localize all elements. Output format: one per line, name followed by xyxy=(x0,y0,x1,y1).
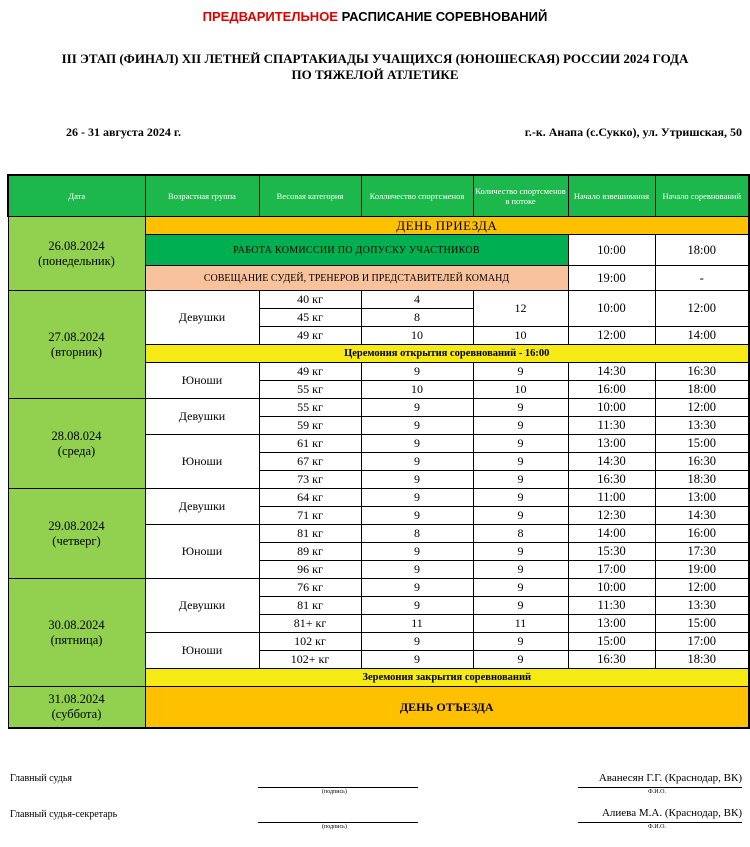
weight-cell: 55 кг xyxy=(259,381,361,399)
stream-cell: 9 xyxy=(473,579,568,597)
event-place: г.-к. Анапа (с.Сукко), ул. Утришская, 50 xyxy=(524,125,742,139)
weight-cell: 102 кг xyxy=(259,633,361,651)
weight-cell: 71 кг xyxy=(259,507,361,525)
count-cell: 9 xyxy=(361,417,473,435)
weigh-in-time: 10:00 xyxy=(568,291,655,327)
stream-cell: 10 xyxy=(473,381,568,399)
competition-time: 12:00 xyxy=(655,579,749,597)
commission-banner: РАБОТА КОМИССИИ ПО ДОПУСКУ УЧАСТНИКОВ xyxy=(145,235,568,266)
stream-cell: 9 xyxy=(473,363,568,381)
weigh-in-time: 11:30 xyxy=(568,417,655,435)
title-rest: РАСПИСАНИЕ СОРЕВНОВАНИЙ xyxy=(337,9,548,24)
age-group-cell: Юноши xyxy=(145,435,259,489)
day-date: 31.08.2024 xyxy=(48,692,105,706)
stream-cell: 9 xyxy=(473,633,568,651)
competition-time: 18:00 xyxy=(655,235,749,266)
title-preliminary: ПРЕДВАРИТЕЛЬНОЕ xyxy=(202,9,338,24)
chief-judge-name: Аванесян Г.Г. (Краснодар, ВК) xyxy=(598,772,742,784)
age-group-cell: Юноши xyxy=(145,363,259,399)
weight-cell: 81 кг xyxy=(259,525,361,543)
weigh-in-time: 10:00 xyxy=(568,399,655,417)
count-cell: 9 xyxy=(361,633,473,651)
day-date: 26.08.2024 xyxy=(48,238,105,253)
weight-cell: 76 кг xyxy=(259,579,361,597)
weigh-in-time: 13:00 xyxy=(568,615,655,633)
age-group-cell: Девушки xyxy=(145,489,259,525)
stream-cell: 9 xyxy=(473,417,568,435)
event-subtitle xyxy=(0,51,750,83)
age-group-cell: Девушки xyxy=(145,291,259,345)
count-cell: 9 xyxy=(361,651,473,669)
weigh-in-time: 10:00 xyxy=(568,579,655,597)
day-weekday: (суббота) xyxy=(51,707,102,721)
stream-cell: 9 xyxy=(473,453,568,471)
weigh-in-time: 13:00 xyxy=(568,435,655,453)
weight-cell: 64 кг xyxy=(259,489,361,507)
opening-ceremony-banner: Церемония открытия соревнований - 16:00 xyxy=(145,345,749,363)
weigh-in-time: 12:00 xyxy=(568,327,655,345)
count-cell: 9 xyxy=(361,453,473,471)
weight-cell: 81+ кг xyxy=(259,615,361,633)
day-date: 27.08.2024 xyxy=(48,329,105,344)
age-group-cell: Юноши xyxy=(145,633,259,669)
competition-time: 13:00 xyxy=(655,489,749,507)
chief-secretary-signature-line xyxy=(258,822,418,823)
stream-cell: 9 xyxy=(473,399,568,417)
weight-cell: 89 кг xyxy=(259,543,361,561)
page-title xyxy=(0,9,750,24)
count-cell: 9 xyxy=(361,471,473,489)
age-group-cell: Юноши xyxy=(145,525,259,579)
table-row xyxy=(8,217,749,235)
day-weekday: (вторник) xyxy=(50,344,103,359)
competition-time: 18:30 xyxy=(655,471,749,489)
day-weekday: (среда) xyxy=(57,443,96,458)
competition-time: 19:00 xyxy=(655,561,749,579)
weight-cell: 45 кг xyxy=(259,309,361,327)
subtitle-line-1: III ЭТАП (ФИНАЛ) XII ЛЕТНЕЙ СПАРТАКИАДЫ УЧАЩИХСЯ (ЮНОШЕСКАЯ) РОССИИ 2024 ГОДА xyxy=(61,51,689,66)
header-stream: Количество спортсменов в потоке xyxy=(473,175,568,217)
count-cell: 9 xyxy=(361,507,473,525)
count-cell: 11 xyxy=(361,615,473,633)
competition-time: - xyxy=(655,266,749,291)
day-weekday: (пятница) xyxy=(50,632,103,647)
header-weight: Весовая категория xyxy=(259,175,361,217)
header-age-group: Возрастная группа xyxy=(145,175,259,217)
day-cell xyxy=(8,291,145,399)
chief-secretary-label: Главный судья-секретарь xyxy=(10,809,118,820)
count-cell: 9 xyxy=(361,543,473,561)
event-dates: 26 - 31 августа 2024 г. xyxy=(66,125,182,139)
chief-judge-signature-line xyxy=(258,787,418,788)
weigh-in-time: 14:30 xyxy=(568,453,655,471)
weight-cell: 73 кг xyxy=(259,471,361,489)
stream-cell: 9 xyxy=(473,435,568,453)
chief-secretary-name: Алиева М.А. (Краснодар, ВК) xyxy=(601,807,742,819)
weight-cell: 49 кг xyxy=(259,363,361,381)
competition-time: 16:30 xyxy=(655,453,749,471)
weigh-in-time: 11:30 xyxy=(568,597,655,615)
weigh-in-time: 19:00 xyxy=(568,266,655,291)
count-cell: 9 xyxy=(361,435,473,453)
day-weekday: (понедельник) xyxy=(38,253,115,268)
signature-caption: (подпись) xyxy=(322,824,347,830)
count-cell: 8 xyxy=(361,525,473,543)
stream-cell: 9 xyxy=(473,507,568,525)
count-cell: 10 xyxy=(361,381,473,399)
count-cell: 9 xyxy=(361,489,473,507)
table-row xyxy=(8,399,749,417)
table-row xyxy=(8,291,749,309)
stream-cell: 9 xyxy=(473,489,568,507)
weight-cell: 55 кг xyxy=(259,399,361,417)
header-competition: Начало соревнований xyxy=(655,175,749,217)
table-row xyxy=(8,687,749,729)
table-header-row xyxy=(8,175,749,217)
weight-cell: 102+ кг xyxy=(259,651,361,669)
signature-caption: (подпись) xyxy=(322,789,347,795)
competition-time: 15:00 xyxy=(655,435,749,453)
competition-time: 12:00 xyxy=(655,399,749,417)
weigh-in-time: 16:30 xyxy=(568,471,655,489)
departure-banner: ДЕНЬ ОТЪЕЗДА xyxy=(145,687,749,729)
header-athletes: Колличество спортсменов xyxy=(361,175,473,217)
stream-cell: 9 xyxy=(473,471,568,489)
header-weigh-in: Начало взвешивания xyxy=(568,175,655,217)
arrival-banner: ДЕНЬ ПРИЕЗДА xyxy=(145,217,749,235)
competition-time: 15:00 xyxy=(655,615,749,633)
weigh-in-time: 16:00 xyxy=(568,381,655,399)
stream-cell: 8 xyxy=(473,525,568,543)
meeting-banner: СОВЕЩАНИЕ СУДЕЙ, ТРЕНЕРОВ И ПРЕДСТАВИТЕЛЕЙ КОМАНД xyxy=(145,266,568,291)
stream-cell: 9 xyxy=(473,651,568,669)
stream-cell: 9 xyxy=(473,561,568,579)
competition-time: 13:30 xyxy=(655,597,749,615)
table-row xyxy=(8,579,749,597)
day-date: 30.08.2024 xyxy=(48,617,105,632)
weight-cell: 81 кг xyxy=(259,597,361,615)
competition-time: 17:00 xyxy=(655,633,749,651)
count-cell: 9 xyxy=(361,561,473,579)
stream-cell: 9 xyxy=(473,597,568,615)
fio-caption: Ф.И.О. xyxy=(648,824,666,830)
competition-time: 12:00 xyxy=(655,291,749,327)
subtitle-line-2: ПО ТЯЖЕЛОЙ АТЛЕТИКЕ xyxy=(291,67,459,82)
day-cell xyxy=(8,399,145,489)
weigh-in-time: 15:00 xyxy=(568,633,655,651)
day-cell xyxy=(8,489,145,579)
weigh-in-time: 10:00 xyxy=(568,235,655,266)
count-cell: 9 xyxy=(361,597,473,615)
age-group-cell: Девушки xyxy=(145,399,259,435)
day-date: 29.08.2024 xyxy=(48,518,105,533)
day-weekday: (четверг) xyxy=(52,533,101,548)
weigh-in-time: 15:30 xyxy=(568,543,655,561)
competition-time: 16:00 xyxy=(655,525,749,543)
day-cell xyxy=(8,579,145,687)
day-date: 28.08.024 xyxy=(51,428,102,443)
chief-judge-name-line xyxy=(578,787,742,788)
count-cell: 9 xyxy=(361,363,473,381)
stream-cell: 12 xyxy=(473,291,568,327)
weight-cell: 61 кг xyxy=(259,435,361,453)
day-cell xyxy=(8,217,145,291)
competition-time: 14:30 xyxy=(655,507,749,525)
stream-cell: 11 xyxy=(473,615,568,633)
stream-cell: 10 xyxy=(473,327,568,345)
weigh-in-time: 14:30 xyxy=(568,363,655,381)
competition-time: 17:30 xyxy=(655,543,749,561)
weigh-in-time: 16:30 xyxy=(568,651,655,669)
weigh-in-time: 17:00 xyxy=(568,561,655,579)
schedule-table xyxy=(7,174,750,729)
weight-cell: 59 кг xyxy=(259,417,361,435)
header-date: Дата xyxy=(8,175,145,217)
fio-caption: Ф.И.О. xyxy=(648,789,666,795)
weight-cell: 96 кг xyxy=(259,561,361,579)
weight-cell: 67 кг xyxy=(259,453,361,471)
age-group-cell: Девушки xyxy=(145,579,259,633)
competition-time: 16:30 xyxy=(655,363,749,381)
competition-time: 14:00 xyxy=(655,327,749,345)
table-row xyxy=(8,489,749,507)
competition-time: 18:30 xyxy=(655,651,749,669)
weigh-in-time: 12:30 xyxy=(568,507,655,525)
chief-judge-label: Главный судья xyxy=(10,773,73,784)
competition-time: 13:30 xyxy=(655,417,749,435)
stream-cell: 9 xyxy=(473,543,568,561)
weigh-in-time: 11:00 xyxy=(568,489,655,507)
competition-time: 18:00 xyxy=(655,381,749,399)
weigh-in-time: 14:00 xyxy=(568,525,655,543)
closing-ceremony-banner: Зеремония закрытия соревнований xyxy=(145,669,749,687)
count-cell: 4 xyxy=(361,291,473,309)
count-cell: 10 xyxy=(361,327,473,345)
weight-cell: 40 кг xyxy=(259,291,361,309)
chief-secretary-name-line xyxy=(578,822,742,823)
day-cell xyxy=(8,687,145,729)
weight-cell: 49 кг xyxy=(259,327,361,345)
count-cell: 9 xyxy=(361,579,473,597)
count-cell: 8 xyxy=(361,309,473,327)
count-cell: 9 xyxy=(361,399,473,417)
